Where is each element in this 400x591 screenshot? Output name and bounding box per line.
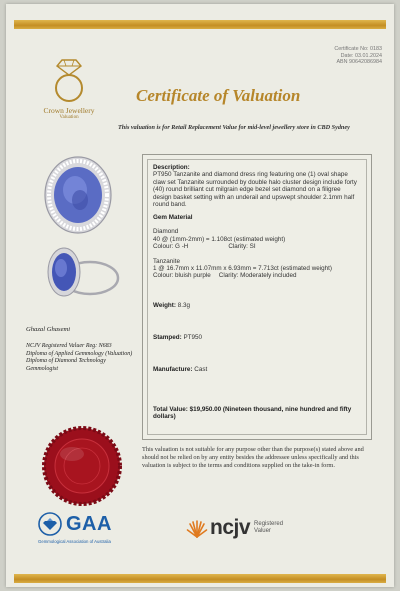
gem-material-section: [153, 214, 360, 280]
page-title: Certificate of Valuation: [136, 86, 301, 105]
tanzanite-detail: 1 @ 16.7mm x 11.07mm x 6.93mm = 7.713ct (estimated weight): [153, 265, 332, 273]
tanzanite-colour-clarity: [153, 272, 360, 279]
gaa-text: GAA: [66, 512, 112, 535]
ring-photo-side-view: [42, 244, 122, 308]
ring-photo-top-view: [42, 154, 114, 236]
tanzanite-colour: Colour: bluish purple: [153, 272, 211, 280]
gaa-gem-icon: [38, 512, 62, 536]
total-value: Total Value: $19,950.00 (Nineteen thousand, nine hundred and fifty dollars): [153, 406, 352, 421]
page-subtitle: This valuation is for Retail Replacement Value for mid-level jewellery store in CBD Sydney: [118, 124, 350, 131]
diamond-colour: Colour: G -H: [153, 243, 189, 251]
bottom-gold-band: [14, 574, 386, 583]
crown-jewellery-logo: [34, 58, 104, 120]
ncjv-sub-line2: Valuer: [254, 528, 271, 534]
valuer-info: [26, 326, 136, 373]
diamond-detail: 40 @ (1mm-2mm) = 1.108ct (estimated weight): [153, 235, 286, 243]
manufacture-label: Manufacture:: [153, 366, 193, 373]
tanzanite-label: Tanzanite: [153, 257, 180, 265]
diamond-colour-clarity: [153, 243, 360, 250]
diamond-ring-logo-icon: [52, 58, 86, 104]
ncjv-sunburst-icon: [186, 517, 208, 539]
disclaimer-text: This valuation is not suitable for any purpose other than the purpose(s) stated above and should not be relied on by any entity besides the addressee unless specifically and this valuation is subject to the terms and conditions supplied on the take-in form.: [142, 446, 364, 469]
gaa-logo: [38, 512, 138, 544]
description-text: PT950 Tanzanite and diamond dress ring featuring one (1) oval shape claw set Tanzanite surrounded by double halo cluster design include forty (40) round brilliant cut milgrain edge bezel set diamond on a filigree design basket setting with an underail and upswept shoulder 2.1mm half round band.: [153, 171, 357, 209]
weight-row: [153, 302, 360, 309]
certificate-page: [6, 4, 394, 587]
wax-seal-icon: [42, 426, 122, 506]
valuer-line: Gemmologist: [26, 365, 58, 372]
ncjv-logo: [186, 516, 283, 540]
weight-value: 8.3g: [177, 302, 190, 309]
stamped-label: Stamped:: [153, 334, 182, 341]
top-gold-band: [14, 20, 386, 29]
description-inner-frame: [147, 159, 367, 435]
valuer-line: Diploma of Applied Gemmology (Valuation): [26, 350, 133, 357]
tanzanite-clarity: Clarity: Moderately included: [218, 272, 297, 280]
diamond-clarity: Clarity: SI: [228, 243, 256, 251]
valuer-line: Diploma of Diamond Technology: [26, 358, 106, 365]
gaa-sub: Gemmological Association of Australia: [38, 539, 111, 544]
brand-sub: Valuation: [59, 115, 79, 120]
description-section: [153, 164, 360, 208]
certificate-number: Certificate No: 0183: [334, 46, 382, 52]
valuer-name: Ghazal Ghasemi: [26, 326, 71, 333]
stamped-row: [153, 334, 360, 341]
gem-material-heading: Gem Material: [153, 214, 193, 221]
ncjv-sub: [254, 521, 283, 535]
description-heading: Description:: [153, 164, 190, 171]
stamped-value: PT950: [183, 334, 203, 341]
weight-label: Weight:: [153, 302, 176, 309]
brand-name: Crown Jewellery: [43, 106, 95, 115]
manufacture-row: [153, 366, 360, 373]
certificate-date: Date: 03.01.2024: [340, 52, 382, 59]
certificate-meta: [334, 46, 382, 66]
ncjv-text: ncjv: [210, 516, 251, 539]
manufacture-value: Cast: [194, 366, 208, 373]
valuer-line: NCJV Registered Valuer Reg: N683: [26, 343, 112, 350]
ncjv-sub-line1: Registered: [254, 521, 284, 527]
certificate-abn: ABN 90642086984: [336, 59, 382, 66]
description-box: [142, 154, 372, 440]
diamond-label: Diamond: [153, 228, 179, 236]
